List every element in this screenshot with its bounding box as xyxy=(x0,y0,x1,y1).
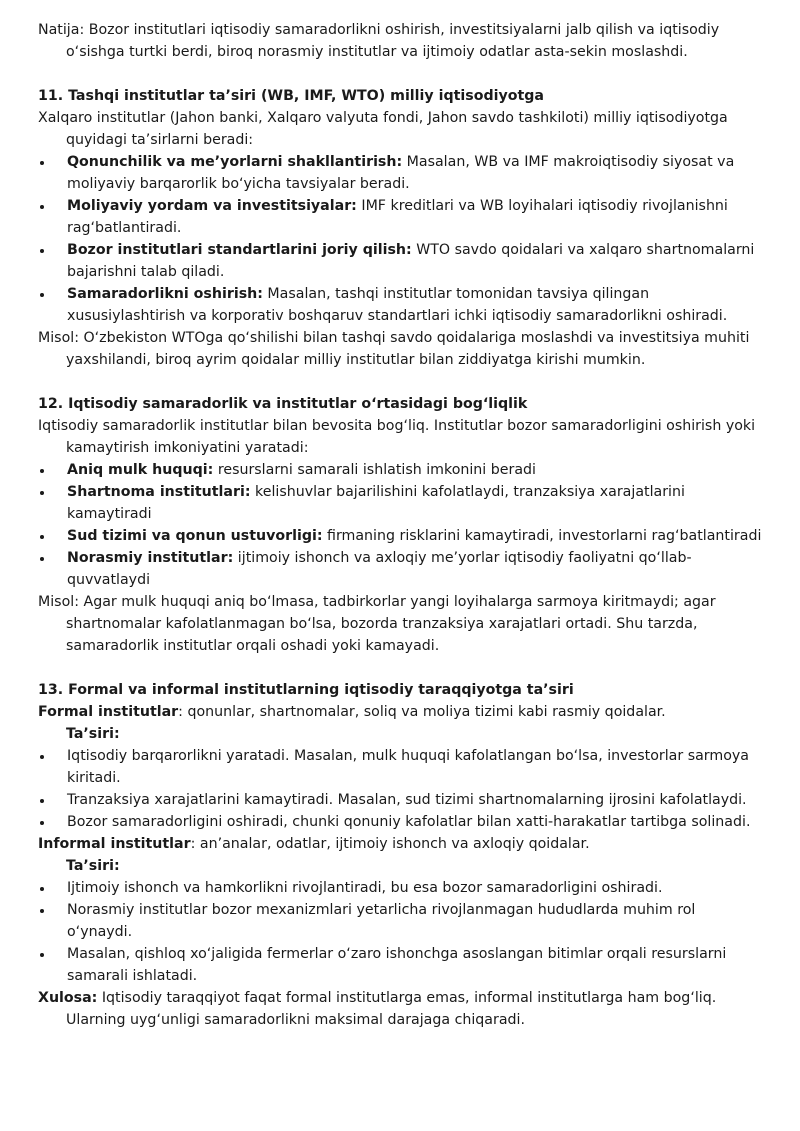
list-item xyxy=(38,789,764,811)
section-11-lead: Xalqaro institutlar (Jahon banki, Xalqaro valyuta fondi, Jahon savdo tashkiloti) milliy iqtisodiyotga quyidagi ta’sirlarni beradi: xyxy=(38,110,728,148)
list-item xyxy=(38,877,764,899)
list-item xyxy=(38,899,764,943)
informal-impact-list xyxy=(38,877,764,987)
formal-term: Formal institutlar xyxy=(38,704,179,720)
list-item-text: Masalan, tashqi institutlar tomonidan tavsiya qilingan xususiylashtirish va korporativ boshqaruv standartlari ichki iqtisodiy samaradorlikni oshiradi. xyxy=(67,286,728,324)
section-11-heading: 11. Tashqi institutlar ta’siri (WB, IMF, WTO) milliy iqtisodiyotga xyxy=(38,88,544,104)
list-item-term: Sud tizimi va qonun ustuvorligi: xyxy=(67,528,323,544)
list-item-term: Samaradorlikni oshirish: xyxy=(67,286,263,302)
section-12-lead: Iqtisodiy samaradorlik institutlar bilan bevosita bog‘liq. Institutlar bozor samaradorligini oshirish yoki kamaytirish imkoniyatini yaratadi: xyxy=(38,418,756,456)
list-item-text: Tranzaksiya xarajatlarini kamaytiradi. Masalan, sud tizimi shartnomalarning ijrosini kafolatlaydi. xyxy=(67,792,747,808)
list-item xyxy=(38,195,764,239)
section-12-list xyxy=(38,459,764,591)
list-item-term: Shartnoma institutlari: xyxy=(67,484,251,500)
list-item xyxy=(38,525,764,547)
list-item-text: kelishuvlar bajarilishini kafolatlaydi, tranzaksiya xarajatlarini kamaytiradi xyxy=(67,484,685,522)
list-item xyxy=(38,151,764,195)
list-item-text: Ijtimoiy ishonch va hamkorlikni rivojlantiradi, bu esa bozor samaradorligini oshiradi. xyxy=(67,880,663,896)
section-12-example: Misol: Agar mulk huquqi aniq bo‘lmasa, tadbirkorlar yangi loyihalarga sarmoya kiritmaydi; agar shartnomalar kafolatlanmagan bo‘lsa, bozorda tranzaksiya xarajatlari ortadi. Shu tarzda, samaradorlik institutlar orqali oshadi yoki kamayadi. xyxy=(38,594,716,654)
informal-impact-subheading: Ta’siri: xyxy=(66,858,120,874)
list-item xyxy=(38,283,764,327)
list-item-text: IMF kreditlari va WB loyihalari iqtisodiy rivojlanishni rag‘batlantiradi. xyxy=(67,198,728,236)
conclusion-paragraph xyxy=(38,987,764,1031)
conclusion-term: Xulosa: xyxy=(38,990,98,1006)
list-item xyxy=(38,481,764,525)
list-item xyxy=(38,943,764,987)
list-item xyxy=(38,811,764,833)
list-item xyxy=(38,239,764,283)
formal-impact-subheading: Ta’siri: xyxy=(66,726,120,742)
formal-text: : qonunlar, shartnomalar, soliq va moliya tizimi kabi rasmiy qoidalar. xyxy=(178,704,666,720)
informal-institutions-paragraph xyxy=(38,833,764,855)
list-item-text: firmaning risklarini kamaytiradi, investorlarni rag‘batlantiradi xyxy=(322,528,762,544)
formal-institutions-paragraph xyxy=(38,701,764,723)
section-11-list xyxy=(38,151,764,327)
informal-term: Informal institutlar xyxy=(38,836,191,852)
list-item-term: Aniq mulk huquqi: xyxy=(67,462,214,478)
list-item-term: Moliyaviy yordam va investitsiyalar: xyxy=(67,198,357,214)
list-item-text: Bozor samaradorligini oshiradi, chunki qonuniy kafolatlar bilan xatti-harakatlar tartibga solinadi. xyxy=(67,814,751,830)
section-13-heading: 13. Formal va informal institutlarning iqtisodiy taraqqiyotga ta’siri xyxy=(38,682,574,698)
list-item-term: Qonunchilik va me’yorlarni shakllantirish: xyxy=(67,154,403,170)
list-item-text: Masalan, WB va IMF makroiqtisodiy siyosat va moliyaviy barqarorlik bo‘yicha tavsiyalar beradi. xyxy=(67,154,735,192)
formal-impact-list xyxy=(38,745,764,833)
list-item-term: Norasmiy institutlar: xyxy=(67,550,234,566)
list-item xyxy=(38,745,764,789)
list-item-text: WTO savdo qoidalari va xalqaro shartnomalarni bajarishni talab qiladi. xyxy=(67,242,755,280)
conclusion-text: Iqtisodiy taraqqiyot faqat formal institutlarga emas, informal institutlarga ham bog‘liq. Ularning uyg‘unligi samaradorlikni maksimal darajaga chiqaradi. xyxy=(66,990,717,1028)
list-item-text: resurslarni samarali ishlatish imkonini beradi xyxy=(213,462,536,478)
list-item-text: Norasmiy institutlar bozor mexanizmlari yetarlicha rivojlanmagan hududlarda muhim rol o‘ynaydi. xyxy=(67,902,696,940)
list-item-term: Bozor institutlari standartlarini joriy qilish: xyxy=(67,242,412,258)
list-item xyxy=(38,547,764,591)
informal-text: : an’analar, odatlar, ijtimoiy ishonch va axloqiy qoidalar. xyxy=(190,836,590,852)
section-11-example: Misol: O‘zbekiston WTOga qo‘shilishi bilan tashqi savdo qoidalariga moslashdi va investitsiya muhiti yaxshilandi, biroq ayrim qoidalar milliy institutlar bilan ziddiyatga kirishi mumkin. xyxy=(38,330,750,368)
intro-paragraph: Natija: Bozor institutlari iqtisodiy samaradorlikni oshirish, investitsiyalarni jalb qilish va iqtisodiy o‘sishga turtki berdi, biroq norasmiy institutlar va ijtimoiy odatlar asta-sekin moslashdi. xyxy=(38,22,720,60)
list-item-text: Masalan, qishloq xo‘jaligida fermerlar o‘zaro ishonchga asoslangan bitimlar orqali resurslarni samarali ishlatadi. xyxy=(67,946,727,984)
list-item-text: ijtimoiy ishonch va axloqiy me’yorlar iqtisodiy faoliyatni qo‘llab-quvvatlaydi xyxy=(67,550,692,588)
list-item xyxy=(38,459,764,481)
section-12-heading: 12. Iqtisodiy samaradorlik va institutlar o‘rtasidagi bog‘liqlik xyxy=(38,396,528,412)
list-item-text: Iqtisodiy barqarorlikni yaratadi. Masalan, mulk huquqi kafolatlangan bo‘lsa, investorlar sarmoya kiritadi. xyxy=(67,748,749,786)
